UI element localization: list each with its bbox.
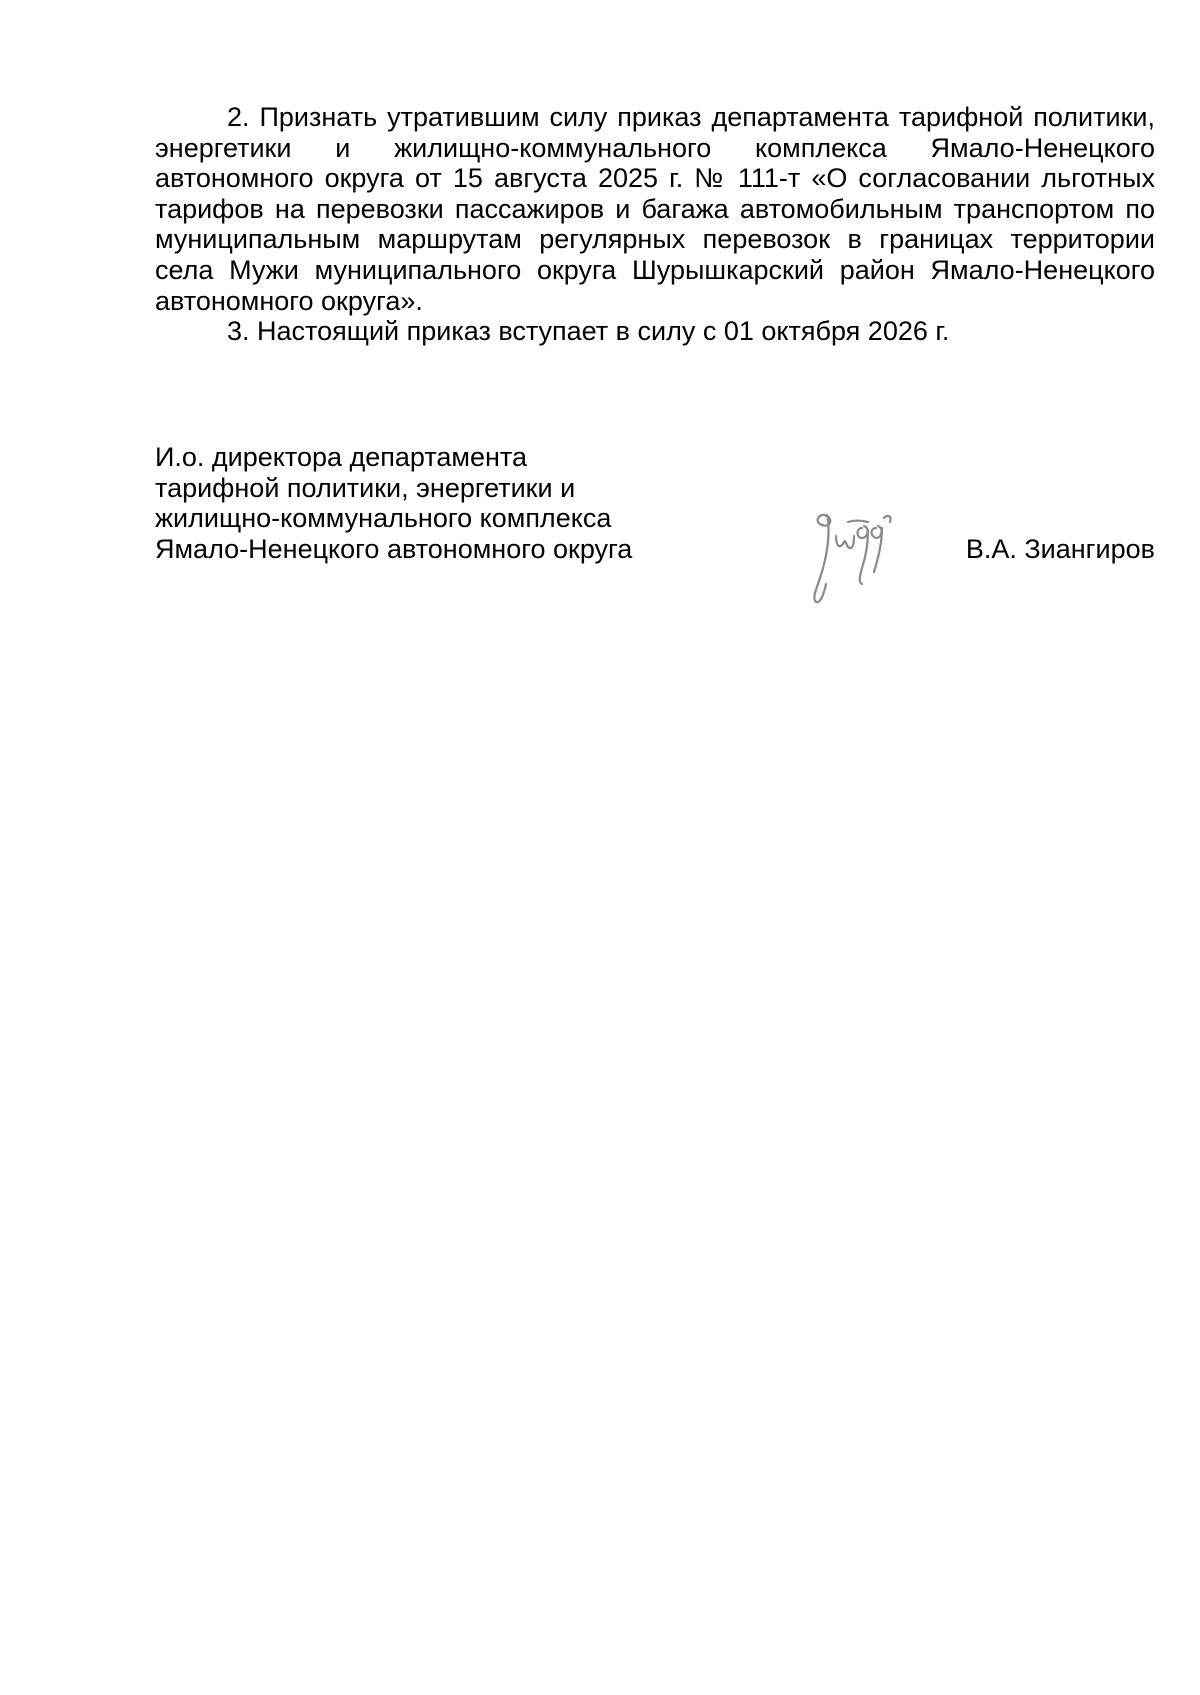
order-body — [155, 102, 1155, 347]
handwritten-signature — [790, 498, 910, 608]
position-line: И.о. директора департамента — [155, 442, 528, 472]
signature-block — [155, 442, 1155, 622]
position-line: Ямало-Ненецкого автономного округа — [155, 533, 633, 564]
signer-name: В.А. Зиангиров — [965, 533, 1155, 564]
signatory-position — [155, 442, 715, 564]
paragraph-item-3: 3. Настоящий приказ вступает в силу с 01 октября 2026 г. — [227, 316, 950, 347]
position-line: тарифной политики, энергетики и — [155, 472, 576, 503]
paragraph-item-2: 2. Признать утратившим силу приказ департамента тарифной политики, энергетики и жилищно-коммунального комплекса Ямало-Ненецкого автономного округа от 15 августа 2025 г. № 111-т «О согласовании льготных тарифов на перевозки пассажиров и багажа автомобильным транспортом по муниципальным маршрутам регулярных перевозок в границах территории села Мужи муниципального округа Шурышкарский район Ямало-Ненецкого автономного округа». — [155, 102, 1155, 316]
position-line: жилищно-коммунального комплекса — [155, 503, 612, 534]
